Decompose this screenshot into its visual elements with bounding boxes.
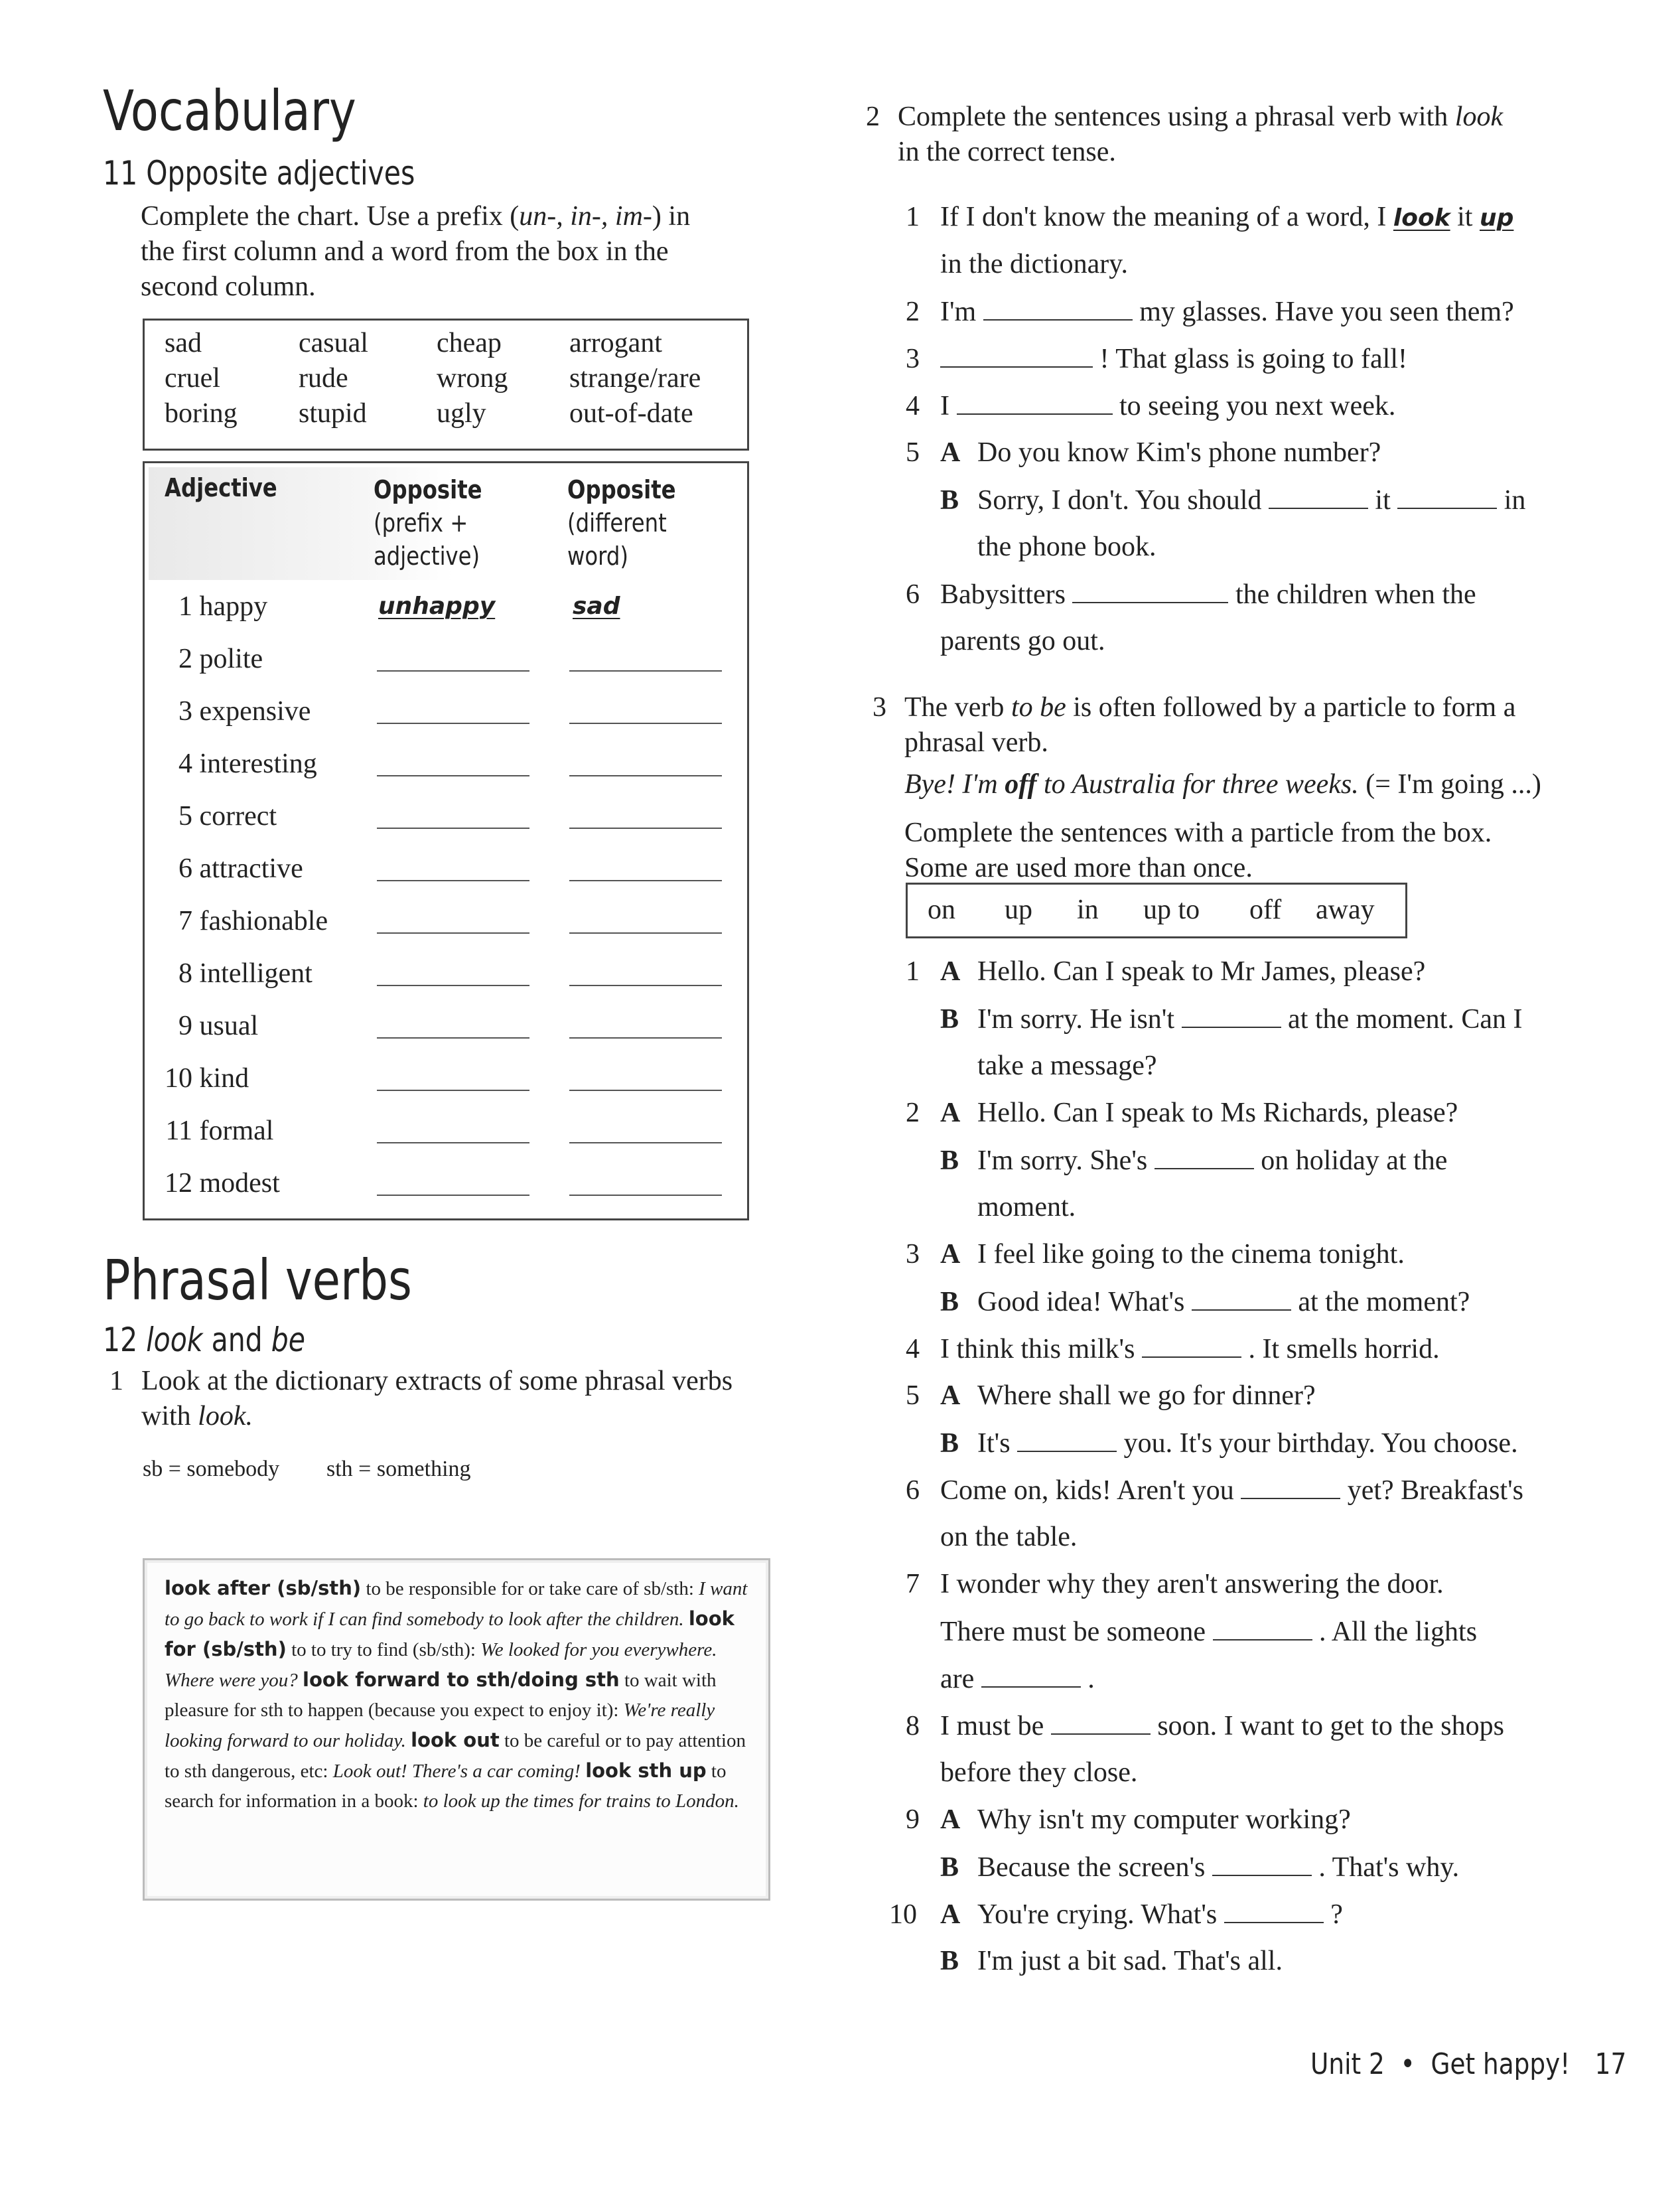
- answer-line[interactable]: [377, 880, 529, 881]
- word: casual: [299, 328, 368, 358]
- ex2-item-1: 1 If I don't know the meaning of a word, I look it up: [906, 202, 1514, 232]
- ex3-item-8: 8 I must be soon. I want to get to the shops: [906, 1711, 1504, 1741]
- ex2-item-5b: B Sorry, I don't. You should it in: [940, 485, 1526, 516]
- answer-blank[interactable]: [1213, 1615, 1312, 1640]
- page-number: 17: [1594, 2047, 1627, 2081]
- particle: up: [1005, 895, 1032, 925]
- answer-line[interactable]: [377, 932, 529, 934]
- dictionary-extract: [143, 1558, 770, 1901]
- answer-line[interactable]: [377, 1037, 529, 1039]
- ex2-item-6: 6 Babysitters the children when the: [906, 579, 1476, 610]
- table-row: 11 formal: [165, 1116, 274, 1146]
- table-row: 8 intelligent: [178, 958, 313, 989]
- ex3-item-8-cont: before they close.: [940, 1757, 1138, 1788]
- exercise-3-instructions: 3 The verb to be is often followed by a particle to form a phrasal verb. Bye! I'm off to Australia for three weeks. (= I'm going ...) Complete the sentences with a particle from the box. Some are used more than once.: [873, 692, 1541, 883]
- ex2-item-4: 4 I to seeing you next week.: [906, 391, 1396, 421]
- particle-box: [906, 883, 1407, 938]
- answer-blank[interactable]: [983, 295, 1133, 321]
- ex3-item-9a: 9 A Why isn't my computer working?: [906, 1804, 1351, 1835]
- word: arrogant: [569, 328, 662, 358]
- particle: on: [928, 895, 955, 925]
- answer-blank[interactable]: [957, 390, 1113, 415]
- answer-line[interactable]: [377, 723, 529, 724]
- answer-line[interactable]: [569, 1142, 722, 1143]
- ex3-item-5a: 5 A Where shall we go for dinner?: [906, 1380, 1316, 1411]
- abbreviation-sb: sb = somebody: [143, 1457, 280, 1481]
- ex3-item-2a: 2 A Hello. Can I speak to Ms Richards, please?: [906, 1098, 1458, 1128]
- word: cruel: [165, 363, 220, 394]
- answer-blank[interactable]: [1192, 1285, 1291, 1311]
- exercise-11-title: 11 Opposite adjectives: [103, 154, 415, 192]
- answer-line[interactable]: [377, 1090, 529, 1091]
- ex3-item-2b-cont: moment.: [977, 1192, 1076, 1222]
- word: ugly: [437, 398, 486, 429]
- ex3-item-2b: B I'm sorry. She's on holiday at the: [940, 1145, 1448, 1176]
- ex3-item-7-cont2: are .: [940, 1664, 1095, 1694]
- answer-line[interactable]: [377, 1195, 529, 1196]
- word: stupid: [299, 398, 367, 429]
- answer-line[interactable]: [377, 1142, 529, 1143]
- answer-blank[interactable]: [1017, 1427, 1117, 1452]
- answer-blank[interactable]: [1212, 1851, 1312, 1876]
- word: out-of-date: [569, 398, 693, 429]
- ex3-item-4: 4 I think this milk's . It smells horrid.: [906, 1334, 1440, 1364]
- ex2-item-1-cont: in the dictionary.: [940, 249, 1129, 279]
- answer-blank[interactable]: [1155, 1144, 1254, 1169]
- word-box: [143, 319, 749, 451]
- table-row: 9 usual: [178, 1011, 259, 1041]
- answer-blank[interactable]: [1241, 1474, 1340, 1499]
- answer-line[interactable]: [569, 1195, 722, 1196]
- ex3-item-7: 7 I wonder why they aren't answering the door.: [906, 1569, 1444, 1599]
- ex3-item-10a: 10 A You're crying. What's ?: [889, 1899, 1343, 1930]
- ex3-item-10b: B I'm just a bit sad. That's all.: [940, 1946, 1283, 1976]
- word: sad: [165, 328, 202, 358]
- exercise-2-instructions: 2 Complete the sentences using a phrasal verb with look in the correct tense.: [866, 102, 1504, 167]
- particle: up to: [1143, 895, 1200, 925]
- answer-line[interactable]: [569, 985, 722, 986]
- particle: away: [1316, 895, 1375, 925]
- answer-sad: sad: [573, 593, 620, 620]
- answer-blank[interactable]: [1182, 1003, 1281, 1028]
- answer-line[interactable]: [569, 670, 722, 672]
- header-adjective: Adjective: [165, 473, 277, 502]
- answer-line[interactable]: [569, 723, 722, 724]
- answer-blank[interactable]: [1142, 1333, 1241, 1358]
- ex3-item-3a: 3 A I feel like going to the cinema tonight.: [906, 1239, 1405, 1270]
- answer-unhappy: unhappy: [378, 593, 496, 620]
- footer-title: Get happy!: [1431, 2047, 1571, 2081]
- table-row: 4 interesting: [178, 749, 317, 779]
- word: boring: [165, 398, 238, 429]
- ex2-item-5a: 5 A Do you know Kim's phone number?: [906, 437, 1381, 468]
- ex3-item-7-cont: There must be someone . All the lights: [940, 1617, 1478, 1647]
- particle: in: [1077, 895, 1099, 925]
- answer-blank[interactable]: [981, 1662, 1081, 1688]
- answer-line[interactable]: [377, 775, 529, 776]
- answer-blank[interactable]: [1397, 484, 1497, 509]
- footer-unit: Unit 2: [1310, 2047, 1385, 2081]
- ex3-item-5b: B It's you. It's your birthday. You choose.: [940, 1428, 1518, 1459]
- footer-dot: •: [1400, 2047, 1415, 2081]
- section-title-vocabulary: Vocabulary: [103, 78, 356, 143]
- exercise-11-instructions: Complete the chart. Use a prefix (un-, in-, im-) in the first column and a word from the box in the second column.: [141, 201, 691, 302]
- ex2-item-5b-cont: the phone book.: [977, 532, 1156, 562]
- ex2-item-2: 2 I'm my glasses. Have you seen them?: [906, 297, 1514, 327]
- header-opposite-word: Opposite (different word): [567, 475, 676, 571]
- abbreviation-sth: sth = something: [326, 1457, 471, 1481]
- answer-line[interactable]: [569, 1037, 722, 1039]
- table-row: 7 fashionable: [178, 906, 328, 936]
- ex2-item-3: 3 ! That glass is going to fall!: [906, 344, 1407, 374]
- answer-line[interactable]: [569, 880, 722, 881]
- answer-line[interactable]: [569, 932, 722, 934]
- page-footer: [1310, 2047, 1626, 2081]
- answer-line[interactable]: [569, 1090, 722, 1091]
- ex3-item-1b: B I'm sorry. He isn't at the moment. Can I: [940, 1004, 1523, 1035]
- header-opposite-prefix: Opposite (prefix + adjective): [374, 475, 482, 571]
- word: cheap: [437, 328, 502, 358]
- table-row: 2 polite: [178, 644, 263, 674]
- ex3-item-6-cont: on the table.: [940, 1522, 1078, 1552]
- table-row: 5 correct: [178, 801, 277, 832]
- ex3-item-9b: B Because the screen's . That's why.: [940, 1852, 1460, 1883]
- answer-line[interactable]: [569, 775, 722, 776]
- ex3-item-1b-cont: take a message?: [977, 1051, 1157, 1081]
- word: strange/rare: [569, 363, 701, 394]
- section-title-phrasal-verbs: Phrasal verbs: [103, 1248, 412, 1313]
- table-row: 3 expensive: [178, 696, 311, 727]
- answer-blank[interactable]: [1051, 1710, 1151, 1735]
- particle: off: [1249, 895, 1282, 925]
- answer-blank[interactable]: [940, 342, 1093, 368]
- word: rude: [299, 363, 348, 394]
- answer-line[interactable]: [569, 828, 722, 829]
- ex3-item-6: 6 Come on, kids! Aren't you yet? Breakfast's: [906, 1475, 1523, 1506]
- answer-line[interactable]: [377, 828, 529, 829]
- table-row: 1 happy: [178, 591, 268, 622]
- ex2-item-6-cont: parents go out.: [940, 626, 1105, 656]
- answer-blank[interactable]: [1224, 1898, 1324, 1923]
- exercise-12-1-instructions: 1 Look at the dictionary extracts of some phrasal verbs with look.: [109, 1366, 733, 1431]
- opposites-table: [143, 461, 749, 1220]
- ex3-item-3b: B Good idea! What's at the moment?: [940, 1287, 1470, 1317]
- exercise-12-title: 12 look and be: [103, 1321, 306, 1359]
- ex3-item-1a: 1 A Hello. Can I speak to Mr James, please?: [906, 956, 1426, 987]
- answer-line[interactable]: [377, 670, 529, 672]
- table-row: 6 attractive: [178, 853, 303, 884]
- answer-line[interactable]: [377, 985, 529, 986]
- answer-blank[interactable]: [1072, 578, 1228, 603]
- word: wrong: [437, 363, 508, 394]
- table-row: 12 modest: [165, 1168, 280, 1199]
- table-row: 10 kind: [165, 1063, 249, 1094]
- dictionary-text: look after (sb/sth) to be responsible for or take care of sb/sth: I want to go back to work if I can find somebody to look after the children. look for (sb/sth) to to try to find (sb/sth): We looked for you everywhere. Where were you? look forward to sth/doing sth to wait with pleasure for sth to happen (because you expect to enjoy it): We're really looking forward to our holiday. look out to be careful or to pay attention to sth dangerous, etc: Look out! There's a car coming! look sth up to search for information in a book: to look up the times for trains to London.: [165, 1577, 748, 1812]
- answer-blank[interactable]: [1269, 484, 1368, 509]
